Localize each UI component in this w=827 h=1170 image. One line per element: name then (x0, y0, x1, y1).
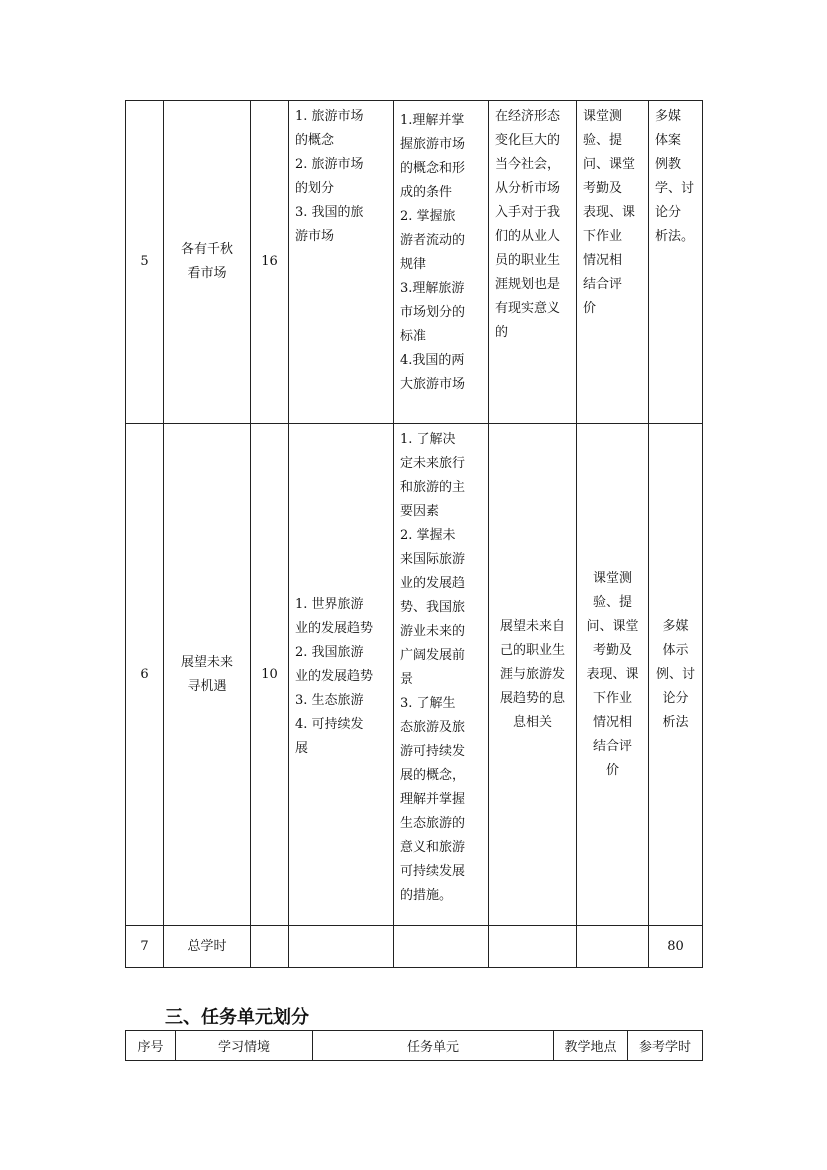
table-row (126, 926, 703, 968)
header-number: 序号 (126, 1031, 176, 1061)
goals-cell (394, 926, 489, 968)
learning-situation: 总学时 (164, 926, 251, 968)
method-cell: 多媒 体示 例、讨 论分 析法 (649, 424, 703, 926)
header-teaching-location: 教学地点 (554, 1031, 628, 1061)
career-cell (489, 926, 577, 968)
content-cell: 1. 世界旅游 业的发展趋势 2. 我国旅游 业的发展趋势 3. 生态旅游 4. 可持续发 展 (289, 424, 394, 926)
table-header-row (126, 1031, 703, 1061)
method-cell: 多媒 体案 例教 学、讨 论分 析法。 (649, 101, 703, 424)
goals-cell: 1.理解并掌 握旅游市场 的概念和形 成的条件 2. 掌握旅 游者流动的 规律 3.理解旅游 市场划分的 标准 4.我国的两 大旅游市场 (394, 101, 489, 424)
hours: 10 (251, 424, 289, 926)
table-row (126, 101, 703, 424)
learning-situation: 各有千秋 看市场 (164, 101, 251, 424)
content-cell (289, 926, 394, 968)
assessment-cell: 课堂测 验、提 问、课堂 考勤及 表现、课 下作业 情况相 结合评 价 (577, 424, 649, 926)
total-hours: 80 (649, 926, 703, 968)
course-plan-table (125, 100, 703, 968)
assessment-cell: 课堂测 验、提 问、课堂 考勤及 表现、课 下作业 情况相 结合评 价 (577, 101, 649, 424)
career-cell: 展望未来自 己的职业生 涯与旅游发 展趋势的息 息相关 (489, 424, 577, 926)
row-number: 7 (126, 926, 164, 968)
task-unit-table (125, 1030, 703, 1061)
hours: 16 (251, 101, 289, 424)
header-learning-situation: 学习情境 (176, 1031, 313, 1061)
assessment-cell (577, 926, 649, 968)
row-number: 5 (126, 101, 164, 424)
goals-cell: 1. 了解决 定未来旅行 和旅游的主 要因素 2. 掌握未 来国际旅游 业的发展趋 势、我国旅 游业未来的 广阔发展前 景 3. 了解生 态旅游及旅 游可持续发 展的概念， 理解并掌握 生态旅游的 意义和旅游 可持续发展 的措施。 (394, 424, 489, 926)
learning-situation: 展望未来 寻机遇 (164, 424, 251, 926)
career-cell: 在经济形态 变化巨大的 当今社会， 从分析市场 入手对于我 们的从业人 员的职业生 涯规划也是 有现实意义 的 (489, 101, 577, 424)
header-reference-hours: 参考学时 (628, 1031, 703, 1061)
row-number: 6 (126, 424, 164, 926)
table-row (126, 424, 703, 926)
content-cell: 1. 旅游市场 的概念 2. 旅游市场 的划分 3. 我国的旅 游市场 (289, 101, 394, 424)
section-heading: 三、任务单元划分 (165, 1007, 309, 1028)
hours (251, 926, 289, 968)
header-task-unit: 任务单元 (313, 1031, 554, 1061)
